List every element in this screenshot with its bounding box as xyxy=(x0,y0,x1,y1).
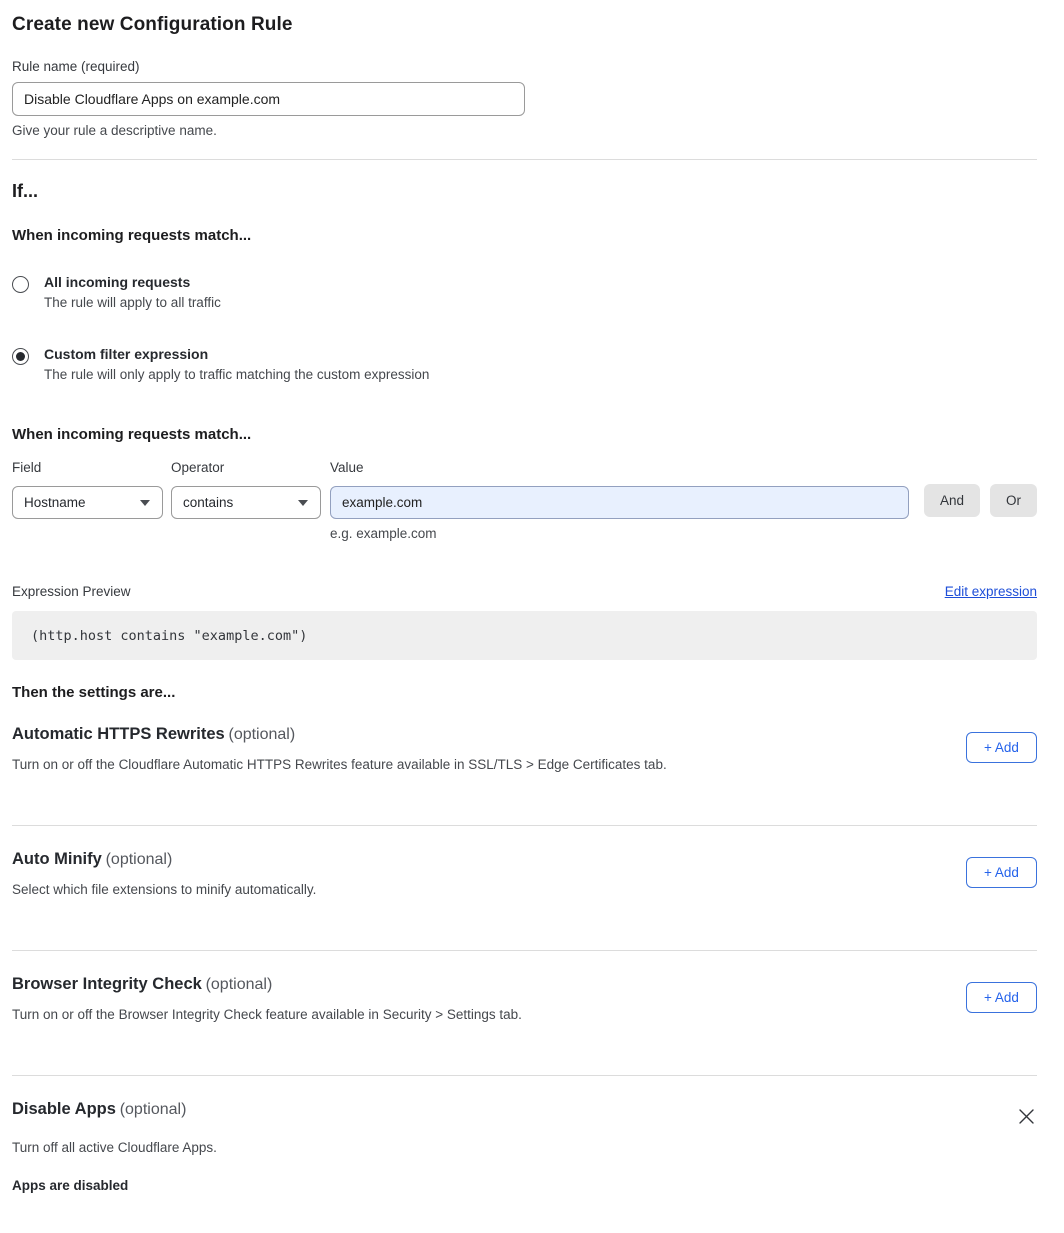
setting-title: Automatic HTTPS Rewrites xyxy=(12,725,225,743)
radio-description: The rule will apply to all traffic xyxy=(44,295,221,310)
setting-optional: (optional) xyxy=(119,1101,187,1118)
or-button[interactable]: Or xyxy=(990,484,1037,517)
add-button[interactable]: + Add xyxy=(966,857,1037,888)
apps-disabled-status: Apps are disabled xyxy=(12,1178,129,1193)
setting-optional: (optional) xyxy=(205,976,273,993)
expression-preview-code: (http.host contains "example.com") xyxy=(12,611,1037,660)
rule-name-helper: Give your rule a descriptive name. xyxy=(12,123,217,138)
radio-option-custom-filter[interactable] xyxy=(12,346,1037,382)
settings-heading: Then the settings are... xyxy=(12,684,176,701)
setting-description: Select which file extensions to minify automatically. xyxy=(12,882,317,897)
setting-title: Auto Minify xyxy=(12,850,102,868)
setting-description: Turn off all active Cloudflare Apps. xyxy=(12,1140,217,1155)
setting-row-disable-apps xyxy=(12,1076,1037,1193)
setting-description: Turn on or off the Cloudflare Automatic HTTPS Rewrites feature available in SSL/TLS > Edge Certificates tab. xyxy=(12,757,667,772)
radio-option-all-incoming[interactable] xyxy=(12,274,1037,310)
radio-label[interactable]: All incoming requests xyxy=(44,274,191,290)
chevron-down-icon xyxy=(140,500,150,506)
setting-row-auto-minify xyxy=(12,826,1037,929)
if-heading: If... xyxy=(12,181,38,201)
rule-name-label: Rule name (required) xyxy=(12,59,140,74)
rule-name-input[interactable] xyxy=(12,82,525,116)
close-icon[interactable] xyxy=(1016,1106,1037,1127)
setting-optional: (optional) xyxy=(105,851,173,868)
radio-icon[interactable] xyxy=(12,276,29,293)
and-button[interactable]: And xyxy=(924,484,980,517)
operator-select[interactable] xyxy=(171,486,321,519)
expression-preview-header xyxy=(12,584,1037,599)
setting-row-automatic-https-rewrites xyxy=(12,701,1037,804)
add-button[interactable]: + Add xyxy=(966,982,1037,1013)
radio-label[interactable]: Custom filter expression xyxy=(44,346,209,362)
divider xyxy=(12,159,1037,160)
operator-select-value: contains xyxy=(183,495,234,510)
expression-preview-label: Expression Preview xyxy=(12,584,131,599)
setting-title: Browser Integrity Check xyxy=(12,975,202,993)
value-input[interactable] xyxy=(330,486,909,519)
setting-title: Disable Apps xyxy=(12,1100,116,1118)
setting-description: Turn on or off the Browser Integrity Check feature available in Security > Settings tab. xyxy=(12,1007,522,1022)
edit-expression-link[interactable]: Edit expression xyxy=(944,584,1037,599)
field-label: Field xyxy=(12,460,42,475)
radio-description: The rule will only apply to traffic matching the custom expression xyxy=(44,367,430,382)
match-heading: When incoming requests match... xyxy=(12,227,252,244)
field-select[interactable] xyxy=(12,486,163,519)
page-title: Create new Configuration Rule xyxy=(12,14,293,35)
expression-builder-row xyxy=(12,460,1037,541)
operator-label: Operator xyxy=(171,460,225,475)
add-button[interactable]: + Add xyxy=(966,732,1037,763)
value-label: Value xyxy=(330,460,364,475)
builder-heading: When incoming requests match... xyxy=(12,426,252,443)
radio-icon[interactable] xyxy=(12,348,29,365)
setting-optional: (optional) xyxy=(228,726,296,743)
chevron-down-icon xyxy=(298,500,308,506)
value-helper: e.g. example.com xyxy=(330,526,437,541)
field-select-value: Hostname xyxy=(24,495,86,510)
setting-row-browser-integrity-check xyxy=(12,951,1037,1054)
